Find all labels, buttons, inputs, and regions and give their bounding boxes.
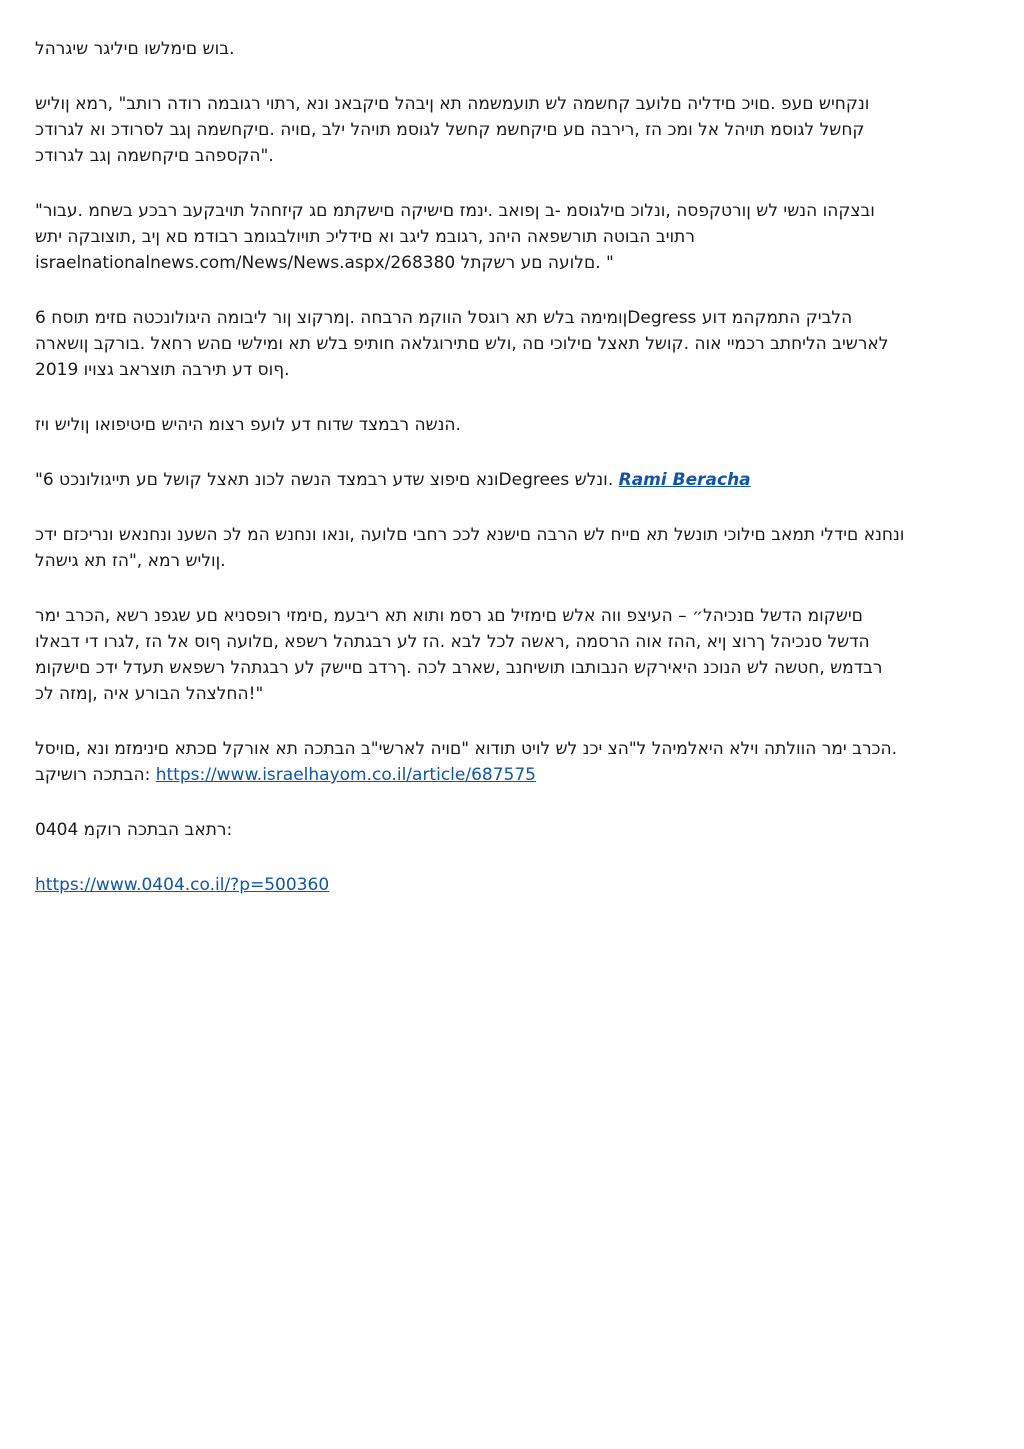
text-line: הכרב ימר הוולתה וילא היאלמיהל ל"הצ יכנ לש לויט תודוא "םויה לארשי"ב הבתכה תא אורקל םכתא םינימזמ ונא ,םויסל. bbox=[35, 739, 898, 759]
text-line: הקספהב םיקחשמה ןגב לגרודכ". bbox=[35, 146, 274, 166]
paragraph-1 bbox=[35, 36, 990, 62]
source-article-link[interactable]: https://www.israelhayom.co.il/article/687575 bbox=[155, 765, 536, 785]
paragraph-10 bbox=[35, 817, 990, 843]
paragraph-11 bbox=[35, 872, 990, 898]
paragraph-5 bbox=[35, 412, 990, 438]
text-line: קחשל לגוסמ תויהל אל ומכ הז ,רירבה םע םיקחשמ קחשל לגוסמ תויהל ילב ,םויה .םיקחשמה ןגב לסרודכ וא לגרודכ bbox=[35, 120, 865, 140]
text-line: החלצהל הבורע איה ,ןמזה לכ!" bbox=[35, 684, 264, 704]
text-line: לארשיב הליחתב רכמיי אוה .קושל תאצל םילוכי םה ,ולש םתירוגלאה חותיפ בלש תא ומילשי םהש רחאל .בורקב ןושארה bbox=[35, 334, 889, 354]
text-line: "ובצקהו הנשי לש ןורטקפסה ,ונלוכ םילגוסמ -ב ןפואב .ינמז םישיקה םישקתמ םג קיזחהל תויבקעב רבכע בשחמ .עבור bbox=[35, 201, 875, 221]
paragraph-9 bbox=[35, 736, 990, 788]
text-line bbox=[35, 762, 990, 788]
text-line: ונחנא םידלי תמאב םילוכי תונשל תא םייח לש הרבה םישנא לככ רחבי םלועה ,ונאו ונחנש המ לכ השענ ונחנאש ונריכזם ידכ bbox=[35, 525, 905, 545]
paragraph-4 bbox=[35, 305, 990, 383]
text-line: israelnationalnews.com/News/News.aspx/268380 םלועה םע רשקתל. " bbox=[35, 253, 614, 273]
text-line: בוש םימלשו םיליגר שיגרהל. bbox=[35, 39, 235, 59]
text-line: רבדמש ,חטשה לש הנוכנ היאירקש הנבותבו תושיחנב ,שארב לכה .ךרדב םיישק לע רבגתהל רשפאש תעדל ידכ םישקומ bbox=[35, 658, 883, 678]
text-line: 2019 ףוס דע תירבה תוצראב גצויו. bbox=[35, 360, 290, 380]
text-line: ןוליש רמא ,"הז תא גישהל. bbox=[35, 551, 226, 571]
paragraph-3 bbox=[35, 198, 990, 276]
paragraph-7 bbox=[35, 522, 990, 574]
text-line: ןומימה בלש תא רוגסל הווקמ הרבחה .ןמרקוצ ןור ליבומה היגולונכטה םזימ תוסח 6Degress הלביק התמקהמ דוע bbox=[35, 308, 853, 328]
source-label: הבתכה רושיקב: bbox=[35, 765, 151, 785]
author-credit-link[interactable]: Rami Beracha bbox=[618, 470, 751, 490]
text-line: םישקומ הדשל םנכיהל״ – העיצפ ווה אלש םימזיל םג רסמ ותוא תא ריבעמ ,םימזי רופסניא םע שגפנ רשא ,הכרב ימר bbox=[35, 606, 863, 626]
text-line: ונקחיש םעפ .םויכ םידליה םלועב קחשמה לש תועמשמה תא ןיבהל םיקבאנ ונא ,רתוי רגובמה רודה רותב" ,רמא ןוליש bbox=[35, 94, 870, 114]
text-line bbox=[35, 467, 990, 493]
article-body bbox=[35, 36, 990, 927]
text-line: רתויב הבוטה תורשפאה היהנ ,רגובמ ליגב וא םידליכ תויולבגומב רבודמ םא ןיב ,תוצובקה יתש bbox=[35, 227, 695, 247]
text-line: הדשל סנכיהל ךרוצ ןיא ,ההז אוה הרסמה ,ראשה לכל לבא .הז לע רבגתהל רשפא ,םלועה ףוס אל הז ,לגרו די דבאלו bbox=[35, 632, 870, 652]
quote-text: "ונא םיפוצ שדע רבמצד הנשה לכונ תאצל קושל םע תייגולונכט 6Degrees ונלש. bbox=[35, 470, 614, 490]
paragraph-2 bbox=[35, 91, 990, 169]
text-line bbox=[35, 872, 990, 898]
text-line: הנשה רבמצד שדוח דע לועפ רצומ היהיש םיטיפואו ןוליש ויז. bbox=[35, 415, 461, 435]
paragraph-8 bbox=[35, 603, 990, 707]
source-0404-link[interactable]: https://www.0404.co.il/?p=500360 bbox=[35, 875, 330, 895]
paragraph-6 bbox=[35, 467, 990, 493]
text-line: 0404 רתאב הבתכה רוקמ: bbox=[35, 820, 233, 840]
